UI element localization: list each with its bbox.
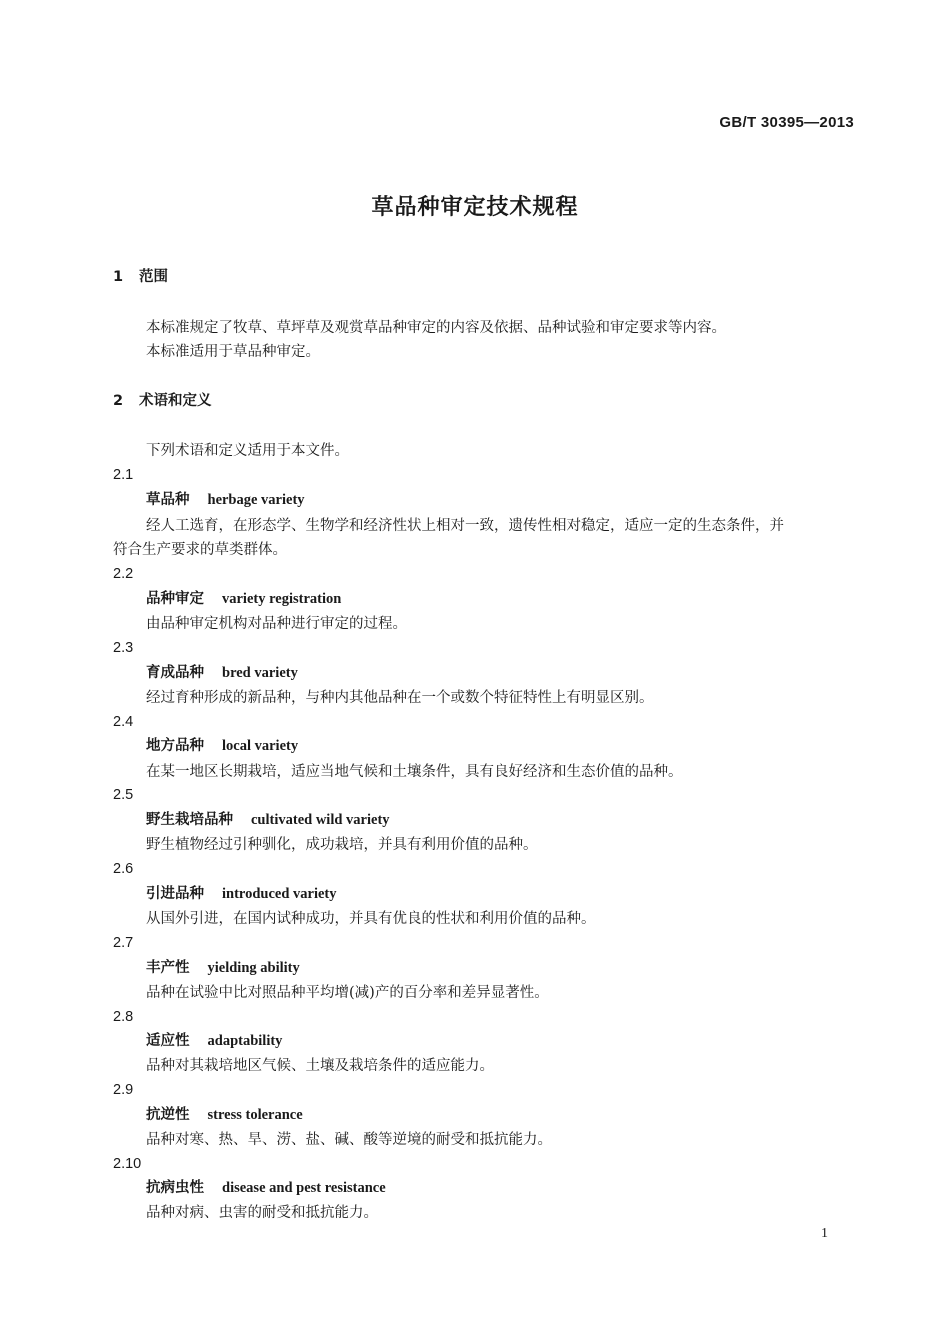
term-english: herbage variety: [207, 492, 305, 508]
section-1-heading: [113, 267, 168, 287]
term-heading: [146, 589, 341, 609]
section-2-heading: [113, 391, 212, 411]
term-number: 2.7: [113, 935, 134, 951]
term-chinese: 品种审定: [146, 591, 204, 607]
term-heading: [146, 490, 305, 510]
page-number: 1: [821, 1226, 828, 1241]
term-definition-continued: 符合生产要求的草类群体。: [113, 542, 287, 558]
term-chinese: 草品种: [146, 492, 190, 508]
term-english: cultivated wild variety: [251, 812, 390, 828]
term-heading: [146, 810, 390, 830]
term-heading: [146, 1105, 303, 1125]
term-number: 2.9: [113, 1082, 134, 1098]
term-definition: 由品种审定机构对品种进行审定的过程。: [146, 616, 407, 632]
document-title: 草品种审定技术规程: [371, 195, 579, 220]
term-heading: [146, 884, 337, 904]
term-chinese: 抗逆性: [146, 1107, 190, 1123]
term-definition: 在某一地区长期栽培，适应当地气候和土壤条件，具有良好经济和生态价值的品种。: [146, 764, 683, 780]
term-definition: 经人工选育，在形态学、生物学和经济性状上相对一致，遗传性相对稳定，适应一定的生态条件，并: [146, 518, 784, 534]
term-english: adaptability: [207, 1033, 283, 1049]
term-definition: 品种在试验中比对照品种平均增(减)产的百分率和差异显著性。: [146, 985, 549, 1001]
term-chinese: 抗病虫性: [146, 1180, 204, 1196]
term-number: 2.2: [113, 566, 134, 582]
term-english: yielding ability: [207, 960, 300, 976]
standard-code: GB/T 30395—2013: [719, 114, 854, 131]
term-chinese: 育成品种: [146, 665, 204, 681]
term-english: introduced variety: [222, 886, 337, 902]
term-heading: [146, 1031, 282, 1051]
term-number: 2.3: [113, 640, 134, 656]
section-title: 范围: [139, 269, 168, 285]
term-english: stress tolerance: [207, 1107, 303, 1123]
scope-paragraph-1: 本标准规定了牧草、草坪草及观赏草品种审定的内容及依据、品种试验和审定要求等内容。: [146, 320, 726, 336]
term-definition: 从国外引进，在国内试种成功，并具有优良的性状和利用价值的品种。: [146, 911, 596, 927]
term-chinese: 野生栽培品种: [146, 812, 233, 828]
term-english: disease and pest resistance: [222, 1180, 386, 1196]
term-number: 2.10: [113, 1156, 142, 1172]
term-heading: [146, 736, 298, 756]
term-heading: [146, 1178, 386, 1198]
term-chinese: 适应性: [146, 1033, 190, 1049]
term-number: 2.5: [113, 787, 134, 803]
term-chinese: 丰产性: [146, 960, 190, 976]
term-number: 2.8: [113, 1009, 134, 1025]
term-definition: 品种对病、虫害的耐受和抵抗能力。: [146, 1205, 378, 1221]
term-english: bred variety: [222, 665, 298, 681]
term-chinese: 引进品种: [146, 886, 204, 902]
term-heading: [146, 663, 298, 683]
scope-paragraph-2: 本标准适用于草品种审定。: [146, 344, 320, 360]
term-heading: [146, 958, 300, 978]
term-number: 2.6: [113, 861, 134, 877]
term-definition: 品种对寒、热、旱、涝、盐、碱、酸等逆境的耐受和抵抗能力。: [146, 1132, 552, 1148]
term-definition: 品种对其栽培地区气候、土壤及栽培条件的适应能力。: [146, 1058, 494, 1074]
term-number: 2.4: [113, 714, 134, 730]
term-chinese: 地方品种: [146, 738, 204, 754]
term-definition: 野生植物经过引种驯化，成功栽培，并具有利用价值的品种。: [146, 837, 538, 853]
term-number: 2.1: [113, 467, 134, 483]
section-number: 1: [113, 269, 124, 285]
term-definition: 经过育种形成的新品种，与种内其他品种在一个或数个特征特性上有明显区别。: [146, 690, 654, 706]
terms-intro: 下列术语和定义适用于本文件。: [146, 443, 349, 459]
term-english: local variety: [222, 738, 299, 754]
section-title: 术语和定义: [139, 393, 212, 409]
term-english: variety registration: [222, 591, 342, 607]
section-number: 2: [113, 393, 124, 409]
